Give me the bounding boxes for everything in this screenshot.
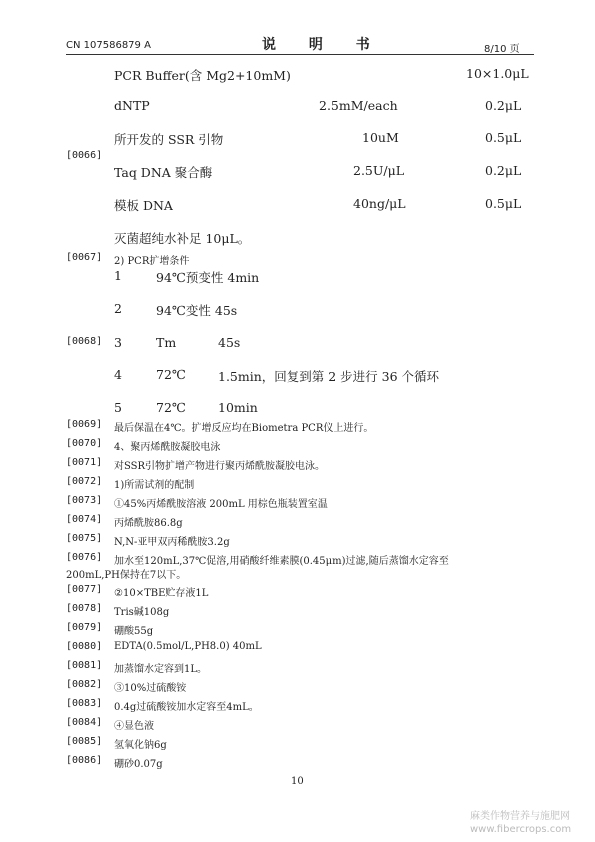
table-footer: 灭菌超纯水补足 10μL。: [114, 231, 251, 246]
section-title: 说 明 书: [262, 37, 384, 53]
table-row-name: Taq DNA 聚合酶: [114, 165, 213, 180]
watermark: [470, 810, 571, 836]
table-row-concentration: 10uM: [362, 130, 399, 145]
table-row-volume: 0.5μL: [485, 196, 522, 211]
paragraph-text: 加水至120mL,37℃促溶,用硝酸纤维素膜(0.45μm)过滤,随后蒸馏水定容至: [114, 556, 449, 567]
step-temperature: 94℃变性 45s: [156, 303, 238, 318]
paragraph-text: N,N-亚甲双丙稀酰胺3.2g: [114, 537, 230, 548]
paragraph-text: 硼砂0.07g: [114, 759, 163, 770]
table-row-concentration: 40ng/μL: [353, 196, 406, 211]
paragraph-text: 4、聚丙烯酰胺凝胶电泳: [114, 442, 221, 453]
table-row-name: 模板 DNA: [114, 198, 173, 213]
paragraph-tag: [0067]: [66, 252, 103, 263]
table-row-concentration: 2.5U/μL: [353, 163, 405, 178]
table-row-name: 所开发的 SSR 引物: [114, 132, 224, 147]
step-number: 1: [114, 268, 122, 283]
page-info: 8/10 页: [484, 44, 520, 55]
paragraph-text: 0.4g过硫酸铵加水定容至4mL。: [114, 702, 259, 713]
step-temperature: 72℃: [156, 400, 186, 415]
table-row-concentration: 2.5mM/each: [319, 98, 398, 113]
paragraph-tag: [0085]: [66, 736, 103, 747]
step-temperature: 72℃: [156, 367, 186, 382]
step-temperature: Tm: [156, 335, 177, 350]
watermark-url: www.fibercrops.com: [470, 824, 572, 835]
paragraph-tag: [0079]: [66, 622, 103, 633]
table-row-volume: 0.5μL: [485, 130, 522, 145]
step-time: 1.5min，回复到第 2 步进行 36 个循环: [218, 369, 440, 384]
table-row-volume: 0.2μL: [485, 163, 522, 178]
step-temperature: 94℃预变性 4min: [156, 270, 260, 285]
table-row-name: PCR Buffer(含 Mg2+10mM): [114, 68, 291, 83]
paragraph-tag: [0082]: [66, 679, 103, 690]
paragraph-tag: [0081]: [66, 660, 103, 671]
step-number: 3: [114, 335, 122, 350]
paragraph-text-continued: 200mL,PH保持在7以下。: [66, 570, 187, 581]
step-time: 45s: [218, 335, 241, 350]
paragraph-tag: [0074]: [66, 514, 103, 525]
paragraph-tag: [0080]: [66, 641, 103, 652]
paragraph-tag: [0069]: [66, 419, 103, 430]
paragraph-text: 最后保温在4℃。扩增反应均在Biometra PCR仪上进行。: [114, 423, 374, 434]
paragraph-tag: [0071]: [66, 457, 103, 468]
table-row-volume: 0.2μL: [485, 98, 522, 113]
paragraph-text: 1)所需试剂的配制: [114, 480, 195, 491]
step-number: 5: [114, 400, 122, 415]
paragraph-tag: [0084]: [66, 717, 103, 728]
paragraph-text: ②10×TBE贮存液1L: [114, 588, 209, 599]
paragraph-text: ①45%丙烯酰胺溶液 200mL 用棕色瓶装置室温: [114, 499, 328, 510]
patent-number: CN 107586879 A: [66, 40, 151, 51]
paragraph-tag: [0070]: [66, 438, 103, 449]
paragraph-text: 丙烯酰胺86.8g: [114, 518, 183, 529]
paragraph-tag: [0073]: [66, 495, 103, 506]
table-row-name: dNTP: [114, 98, 150, 113]
paragraph-text: EDTA(0.5mol/L,PH8.0) 40mL: [114, 641, 262, 652]
paragraph-text: 加蒸馏水定容到1L。: [114, 664, 208, 675]
paragraph-tag: [0086]: [66, 755, 103, 766]
header-divider: [66, 54, 534, 55]
paragraph-text: 对SSR引物扩增产物进行聚丙烯酰胺凝胶电泳。: [114, 461, 326, 472]
paragraph-tag: [0075]: [66, 533, 103, 544]
paragraph-text: ④显色液: [114, 721, 154, 732]
section-heading: 2) PCR扩增条件: [114, 256, 190, 267]
paragraph-text: 硼酸55g: [114, 626, 154, 637]
paragraph-tag: [0078]: [66, 603, 103, 614]
paragraph-tag: [0072]: [66, 476, 103, 487]
step-number: 2: [114, 301, 122, 316]
paragraph-text: ③10%过硫酸铵: [114, 683, 187, 694]
paragraph-text: Tris碱108g: [114, 607, 170, 618]
page-number: 10: [291, 776, 304, 787]
paragraph-tag: [0077]: [66, 584, 103, 595]
paragraph-tag: [0066]: [66, 150, 103, 161]
paragraph-tag: [0076]: [66, 552, 103, 563]
watermark-site-name: 麻类作物营养与施肥网: [470, 811, 570, 822]
paragraph-text: 氢氧化钠6g: [114, 740, 167, 751]
step-time: 10min: [218, 400, 258, 415]
table-row-volume: 10×1.0μL: [466, 66, 529, 81]
paragraph-tag: [0068]: [66, 336, 103, 347]
step-number: 4: [114, 367, 122, 382]
paragraph-tag: [0083]: [66, 698, 103, 709]
